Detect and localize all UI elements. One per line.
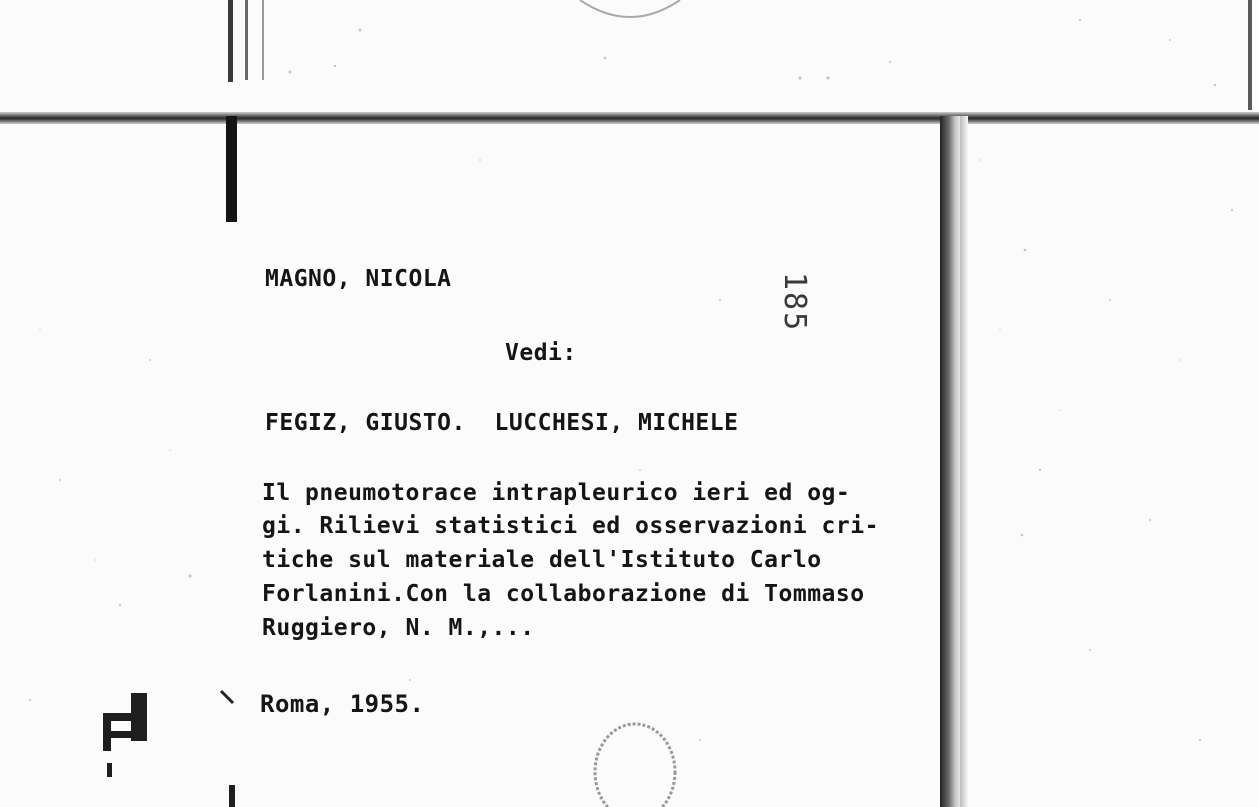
right-card-edge [940, 116, 962, 807]
far-right-rule [1248, 0, 1252, 110]
authors-line: FEGIZ, GIUSTO. LUCCHESI, MICHELE [265, 410, 739, 436]
left-top-rule [228, 0, 233, 82]
card-number-stamp: 185 [777, 272, 812, 333]
right-card-edge-shadow [960, 116, 968, 807]
title-line: Il pneumotorace intrapleurico ieri ed og- [262, 480, 851, 506]
title-line: tiche sul materiale dell'Istituto Carlo [262, 547, 822, 573]
see-also-label: Vedi: [505, 340, 577, 366]
left-top-rule-thin [245, 0, 248, 80]
title-line: Forlanini.Con la collaborazione di Tommaso [262, 581, 865, 607]
record-heading: MAGNO, NICOLA [265, 266, 452, 292]
left-bottom-bracket [95, 685, 245, 807]
title-line: gi. Rilievi statistici ed osservazioni cri- [262, 513, 879, 539]
top-card-edge [0, 112, 1259, 124]
top-center-arc [560, 0, 700, 40]
imprint-place-date: Roma, 1955. [260, 690, 425, 718]
bottom-punch-hole [585, 712, 685, 807]
left-card-edge [226, 116, 237, 222]
left-top-rule-faint [262, 0, 264, 80]
title-line: Ruggiero, N. M.,... [262, 615, 535, 641]
